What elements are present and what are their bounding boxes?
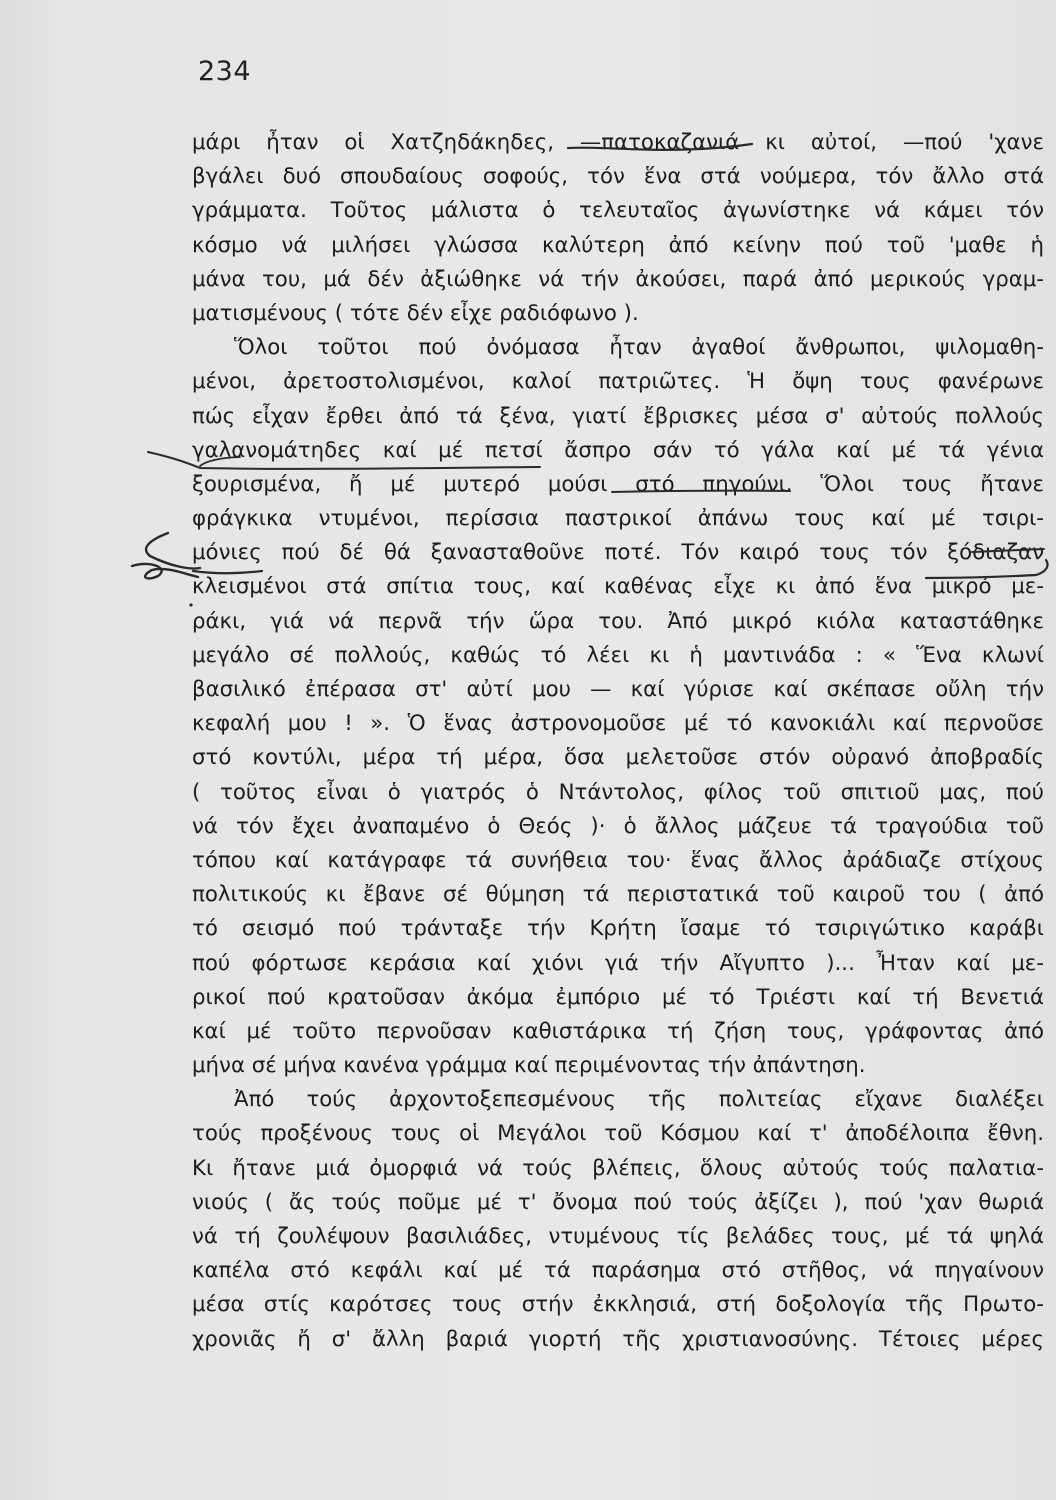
text-line: φράγκικα ντυμένοι, περίσσια παστρικοί ἀπάνω τους καί μέ τσιρι- [192,506,1044,532]
text-line: καπέλα στό κεφάλι καί μέ τά παράσημα στό στῆθος, νά πηγαίνουν [192,1258,1044,1284]
text-line-last: ματισμένους ( τότε δέν εἶχε ραδιόφωνο ). [192,300,639,326]
text-line: μάνα του, μά δέν ἀξιώθηκε νά τήν ἀκούσει, παρά ἀπό μερικούς γραμ- [192,266,1044,292]
text-line-indented: Ὅλοι τοῦτοι πού ὀνόμασα ἦταν ἀγαθοί ἄνθρωποι, ψιλομαθη- [234,335,1044,361]
text-line-last: μήνα σέ μήνα κανένα γράμμα καί περιμένοντας τήν ἀπάντηση. [192,1053,866,1079]
text-line: νά τόν ἔχει ἀναπαμένο ὁ Θεός )· ὁ ἄλλος μάζευε τά τραγούδια τοῦ [192,813,1044,839]
text-line: κόσμο νά μιλήσει γλώσσα καλύτερη ἀπό κείνην πού τοῦ 'μαθε ἡ [192,232,1044,258]
text-line: καί μέ τοῦτο περνοῦσαν καθιστάρικα τή ζήση τους, γράφοντας ἀπό [192,1018,1044,1044]
text-line: μέσα στίς καρότσες τους στήν ἐκκλησιά, στή δοξολογία τῆς Πρωτο- [192,1292,1044,1318]
text-line: πολιτικούς κι ἔβανε σέ θύμηση τά περιστατικά τοῦ καιροῦ του ( ἀπό [192,882,1044,908]
margin-mark-stroke [132,564,198,579]
text-line: ( τοῦτος εἶναι ὁ γιατρός ὁ Ντάντολος, φίλος τοῦ σπιτιοῦ μας, πού [192,779,1044,805]
text-line: Κι ἤτανε μιά ὀμορφιά νά τούς βλέπεις, ὅλους αὐτούς τούς παλατια- [192,1155,1044,1181]
text-line: μεγάλο σέ πολλούς, καθώς τό λέει κι ἡ μαντινάδα : « Ἕνα κλωνί [192,642,1044,668]
text-line: κεφαλή μου ! ». Ὁ ἕνας ἀστρονομοῦσε μέ τό κανοκιάλι καί περνοῦσε [192,711,1044,737]
text-line: νά τή ζουλέψουν βασιλιάδες, ντυμένους τίς βελάδες τους, μέ τά ψηλά [192,1224,1044,1249]
text-line: χρονιᾶς ἤ σ' ἄλλη βαριά γιορτή τῆς χριστιανοσύνης. Τέτοιες μέρες [192,1326,1044,1352]
text-line: ράκι, γιά νά περνᾶ τήν ὥρα του. Ἀπό μικρό κιόλα καταστάθηκε [192,608,1044,634]
text-line: πώς εἶχαν ἔρθει ἀπό τά ξένα, γιατί ἔβρισκες μέσα σ' αὐτούς πολλούς [192,403,1044,429]
text-line: βγάλει δυό σπουδαίους σοφούς, τόν ἕνα στά νούμερα, τόν ἄλλο στά [192,164,1044,190]
body-text [192,126,1044,1357]
text-line: τόπου καί κατάγραφε τά συνήθεια του· ἕνας ἄλλος ἀράδιαζε στίχους [192,847,1044,873]
text-line-underlined: γαλανομάτηδες καί μέ πετσί ἄσπρο σάν τό γάλα καί μέ τά γένια [192,437,1044,463]
text-line: ξουρισμένα, ἤ μέ μυτερό μούσι στό πηγούνι. Ὅλοι τους ἤτανε [192,471,1044,497]
text-line: πού φόρτωσε κεράσια καί χιόνι γιά τήν Αἴγυπτο )... Ἦταν καί με- [192,950,1044,976]
page-number: 234 [198,56,252,87]
text-line: μόνιες πού δέ θά ξανασταθοῦνε ποτέ. Τόν καιρό τους τόν ξόδιαζαν [192,540,1044,566]
text-line: μάρι ἦταν οἱ Χατζηδάκηδες, —πατοκαζανιά κι αὐτοί, —πού 'χανε [192,130,1044,155]
text-line: τούς προξένους τους οἱ Μεγάλοι τοῦ Κόσμου καί τ' ἀποδέλοιπα ἔθνη. [192,1121,1044,1147]
text-line: στό κοντύλι, μέρα τή μέρα, ὅσα μελετοῦσε στόν οὐρανό ἀποβραδίς [192,745,1044,771]
text-line: βασιλικό ἐπέρασα στ' αὐτί μου — καί γύρισε καί σκέπασε οὔλη τήν [192,677,1044,702]
text-line: τό σεισμό πού τράνταξε τήν Κρήτη ἴσαμε τό τσιριγώτικο καράβι [192,916,1044,942]
text-line: νιούς ( ἄς τούς ποῦμε μέ τ' ὄνομα πού τούς ἀξίζει ), πού 'χαν θωριά [192,1189,1044,1215]
text-line-indented: Ἀπό τούς ἀρχοντοξεπεσμένους τῆς πολιτείας εἴχανε διαλέξει [234,1087,1044,1113]
text-line: μένοι, ἀρετοστολισμένοι, καλοί πατριῶτες. Ἡ ὄψη τους φανέρωνε [192,369,1044,395]
text-line: κλεισμένοι στά σπίτια τους, καί καθένας εἶχε κι ἀπό ἕνα μικρό με- [192,574,1044,600]
text-line: ρικοί πού κρατοῦσαν ἀκόμα ἐμπόριο μέ τό Τριέστι καί τή Βενετιά [192,984,1044,1010]
text-line: γράμματα. Τοῦτος μάλιστα ὁ τελευταῖος ἀγωνίστηκε νά κάμει τόν [192,198,1044,224]
